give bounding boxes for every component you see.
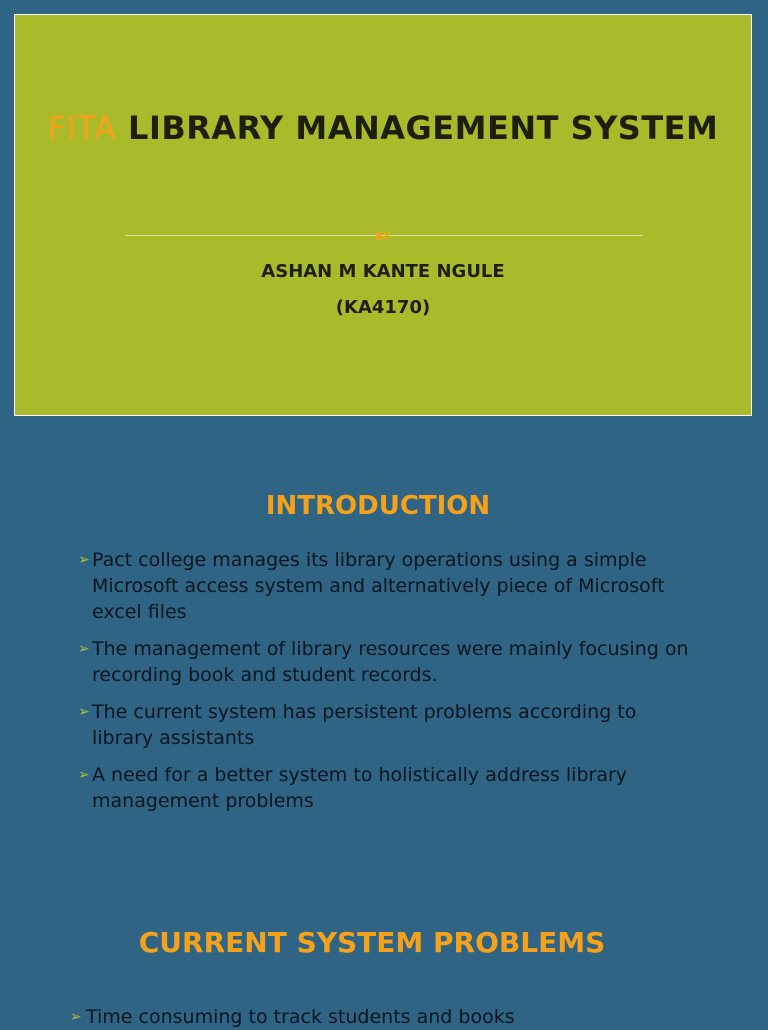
title-accent-word: FITA [47, 109, 117, 147]
author-name: ASHAN M KANTE NGULE [261, 261, 505, 282]
arrow-bullet-icon: ➢ [78, 552, 90, 568]
arrow-bullet-icon: ➢ [78, 767, 90, 783]
arrow-bullet-icon: ➢ [78, 641, 90, 657]
current-problems-list [70, 1004, 690, 1030]
list-item [78, 699, 698, 751]
introduction-heading: INTRODUCTION [265, 491, 491, 521]
current-problems-heading: CURRENT SYSTEM PROBLEMS [138, 926, 606, 959]
title-slide [14, 14, 752, 416]
list-item-text: A need for a better system to holistically address library management problems [92, 764, 628, 812]
list-item [78, 762, 698, 814]
arrow-bullet-icon: ➢ [78, 704, 90, 720]
list-item-text: Time consuming to track students and books [86, 1006, 515, 1028]
list-item-text: The current system has persistent problems according to library assistants [92, 701, 637, 749]
title-text: LIBRARY MANAGEMENT SYSTEM [116, 109, 719, 147]
slide-title [15, 109, 751, 147]
author-code: (KA4170) [335, 297, 431, 318]
arrow-bullet-icon: ➢ [70, 1009, 82, 1025]
list-item-text: Pact college manages its library operations using a simple Microsoft access system and alternatively piece of Microsoft excel files [92, 549, 665, 623]
list-item [78, 636, 698, 688]
introduction-list [78, 547, 698, 825]
list-item [78, 547, 698, 625]
list-item [70, 1004, 690, 1030]
by-label: BY [375, 230, 391, 243]
list-item-text: The management of library resources were mainly focusing on recording book and student records. [92, 638, 689, 686]
